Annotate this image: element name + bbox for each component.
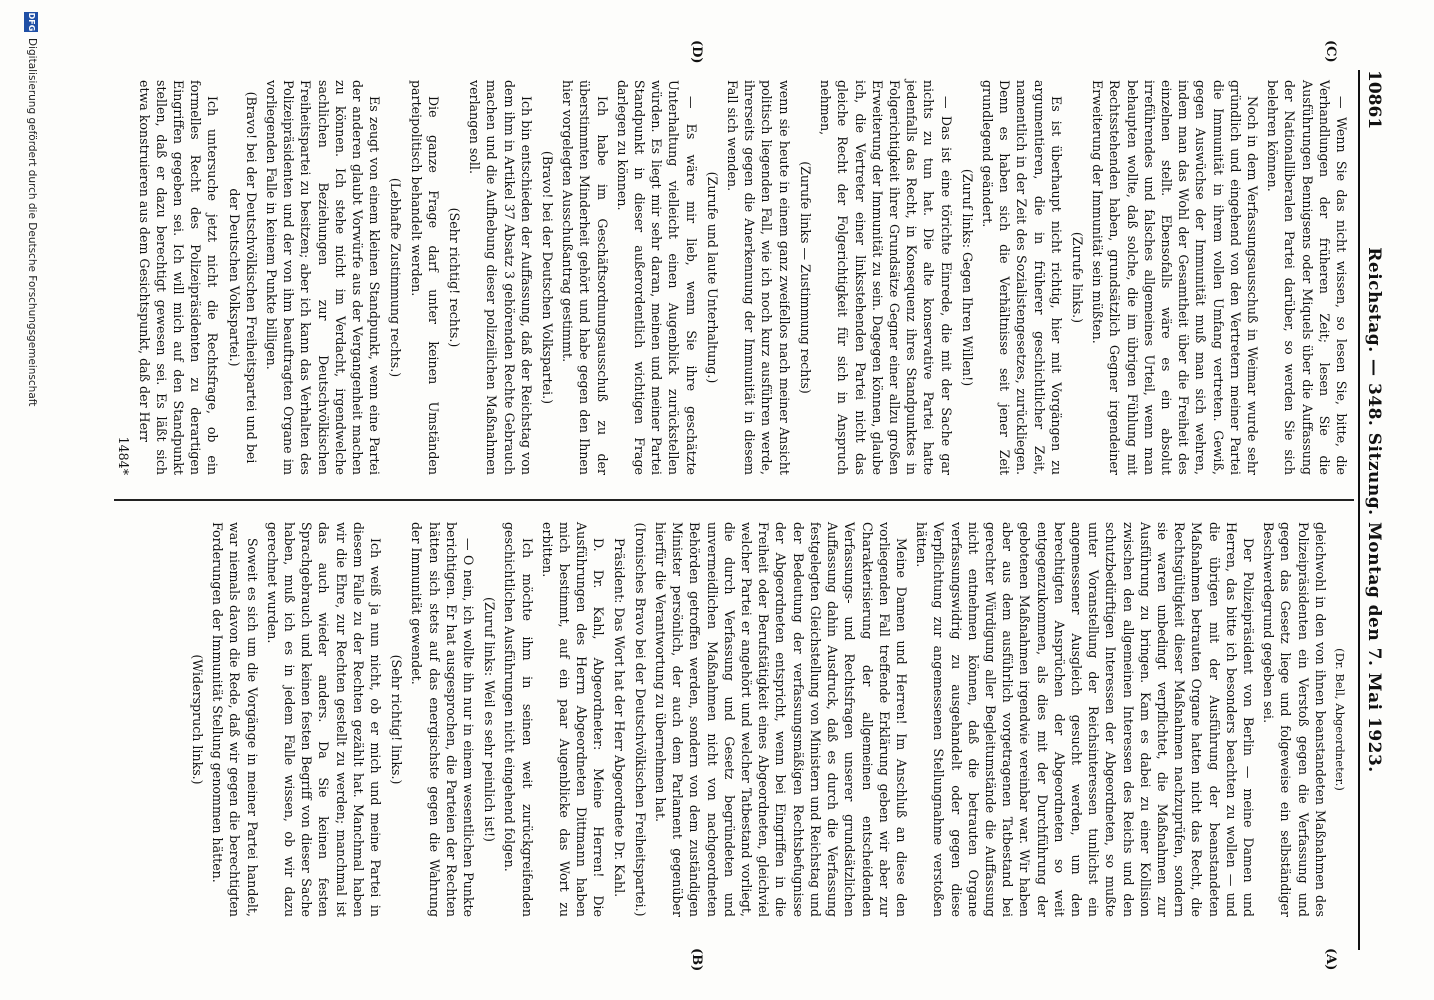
digitization-footer — [14, 0, 44, 1000]
margin-letter-c: (C) — [1323, 40, 1338, 63]
margin-letter-b: (B) — [689, 948, 704, 972]
paragraph: Präsident: Das Wort hat der Herr Abgeordnete Dr. Kahl. — [611, 538, 627, 898]
paragraph: Soweit es sich um die Vorgänge in meiner Partei handelt, war niemals davon die Rede, daß wir gegen die berechtigten Forderungen der Immunität Stellung genommen hätten. — [210, 522, 260, 917]
interjection: (Widerspruch links.) — [190, 654, 205, 785]
interjection: (Bravo! bei der Deutschen Volkspartei.) — [540, 150, 556, 405]
paragraph: — Es wäre mir lieb, wenn Sie ihre geschätzte Unterhaltung vielleicht einen Augenblick zurückstellen würden. Es liegt mir sehr daran, meinen und meiner Partei Standpunkt in dieser außerordentlich wichtigen Frage darlegen zu können. — [614, 80, 699, 475]
paragraph: — O nein, ich wollte ihn nur in einem wesentlichen Punkte berichtigen. Er hat ausgesprochen, die Parteien der Rechten hätten sich stets auf das energischste gegen die Wahrung der Immunität gewendet. — [409, 522, 477, 917]
paragraph: Ich weiß ja nun nicht, ob er mich und meine Partei in diesem Falle zu der Rechten gezählt hat. Manchmal haben wir die Ehre, zur Rechten gestellt zu werden; manchmal ist das auch wieder anders. Da Sie keinen festen Sprachgebrauch und keinen festen Begriff von dieser Sache haben, muß ich es in jedem Falle wissen, ob wir dazu gerechnet wurden. — [264, 522, 384, 917]
column-divider — [114, 499, 1354, 501]
funding-credit: Digitalisierung gefördert durch die Deutsche Forschungsgemeinschaft — [26, 38, 38, 407]
interjection: (Zurufe links.) — [1069, 231, 1085, 324]
paragraph: — Wenn Sie das nicht wissen, so lesen Sie, bitte, die Verhandlungen der früheren Zeit; lesen Sie die Ausführungen Bennigsens oder Miquels über die Auffassung der Nationalliberalen Partei darüber, so werden Sie sich belehren können. — [1265, 80, 1349, 475]
right-column — [185, 522, 1350, 917]
paragraph: Die ganze Frage darf unter keinen Umständen parteipolitisch behandelt werden. — [408, 80, 441, 475]
interjection: (Zuruf links: Gegen Ihren Willen!) — [959, 168, 975, 387]
page-header — [1358, 70, 1386, 950]
speaker-tag: (Dr. Bell, Abgeordneter.) — [1333, 648, 1347, 791]
paragraph: Ich untersuche jetzt nicht die Rechtsfrage, ob ein formelles Recht des Polizeipräsidenten zu derartigen Eingriffen gegeben sei. Ich will mich auf den Standpunkt stellen, daß er dazu berechtigt gewesen sei. Es läßt sich etwa konstruieren aus dem Gesichtspunkt, daß der Herr — [136, 80, 221, 475]
paragraph: D. Dr. Kahl, Abgeordneter: Meine Herren! Die Ausführungen des Herrn Abgeordneten Dittmann haben mich bestimmt, auf ein paar Augenblicke das Wort zu erbitten. — [539, 522, 607, 917]
paragraph: Es ist überhaupt nicht richtig, hier mit Vorgängen zu argumentieren, die in früherer geschichtlicher Zeit, namentlich in der Zeit des Sozialistengesetzes, zurückliegen. Denn es haben sich die Verhältnisse seit jener Zeit grundlegend geändert. — [979, 80, 1064, 475]
paragraph: — Das ist eine törichte Einrede, die mit der Sache gar nichts zu tun hat. Die alte konservative Partei hatte jedenfalls das Recht, in Konsequenz ihres Standpunktes in Folgerichtigkeit ihrer Grundsätze Gegner einer allzu großen Erweiterung der Immunität zu sein. Dagegen können, glaube ich, die Vertreter einer linksstehenden Partei nicht das gleiche Recht der Folgerichtigkeit für sich in Anspruch nehmen, — [818, 80, 954, 475]
paragraph: Noch in dem Verfassungsausschuß in Weimar wurde sehr gründlich und eingehend von den Vertretern meiner Partei die Immunität in ihrem vollen Umfang vertreten. Gewiß, gegen Auswüchse der Immunität muß man sich wehren, indem man das Wohl der Gesamtheit über die Freiheit des einzelnen stellt. Ebensofalls wäre es ein absolut irreführendes und falsches allgemeines Urteil, wenn man behaupten wollte, daß solche, die im übrigen Fühlung mit Rechtsstehenden haben, grundsätzlich Gegner irgendeiner Erweiterung der Immunität sein müßten. — [1090, 80, 1260, 475]
paragraph: Ich habe im Geschäftsordnungsausschuß zu der überstimmten Minderheit gehört und habe gegen den Ihnen hier vorgelegten Ausschußantrag gestimmt. — [560, 80, 610, 475]
paragraph: gleichwohl in den von ihnen beanstandeten Maßnahmen des Polizeipräsidenten ein Verstoß gegen die Verfassung und gegen das Gesetz liege und folgeweise ein selbständiger Beschwerdegrund gegeben sei. — [1261, 522, 1328, 917]
margin-letter-d: (D) — [689, 40, 704, 64]
paragraph: Meine Damen und Herren! Im Anschluß an diese den vorliegenden Fall treffende Erklärung geben wir aber zur Charakterisierung der allgemeinen entscheidenden Verfassungs- und Rechtsfragen unserer grundsätzlichen Auffassung dahin Ausdruck, daß es durch die Verfassung festgelegten Gleichstellung von Ministern und Reichstag und der Bedeutung der verfassungsmäßigen Rechtsbefugnisse der Abgeordneten entspricht, wenn bei Eingriffen in die Freiheit oder Berufstätigkeit eines Abgeordneten, gleichviel welcher Partei er angehört und welcher Tatbestand vorliegt, die durch Verfassung und Gesetz begründeten und unvermeidlichen Maßnahmen nicht von nachgeordneten Behörden getroffen werden, sondern von dem zuständigen Minister persönlich, der auch dem Parlament gegenüber hierfür die Verantwortung zu übernehmen hat. — [653, 522, 909, 917]
paragraph: Ich bin entschieden der Auffassung, daß der Reichstag von dem ihm in Artikel 37 Absatz 3 gehörenden Rechte Gebrauch machen und die Aufhebung dieser polizeilichen Maßnahmen verlangen soll. — [467, 80, 534, 475]
interjection: (Lebhafte Zustimmung rechts.) — [388, 177, 404, 378]
interjection: (Ironisches Bravo bei der Deutschvölkischen Freiheitspartei.) — [632, 522, 648, 917]
page-number: 10861 — [1364, 70, 1384, 130]
paragraph: wenn sie heute in einem ganz zweifellos nach meiner Ansicht politisch liegenden Fall, wie ich noch kurz ausführen werde, ihrerseits gegen die Anerkennung der Immunität in diesem Fall sich wenden. — [725, 80, 792, 475]
interjection: (Zuruf links: Weil es sehr peinlich ist!) — [482, 597, 498, 842]
interjection: (Bravo! bei der Deutschvölkischen Freiheitspartei und bei der Deutschen Volkspartei.) — [226, 91, 259, 464]
left-column — [112, 80, 1350, 475]
paragraph: Der Polizeipräsident von Berlin — meine Damen und Herren, das bitte ich besonders beachten zu wollen — und die übrigen mit der Ausführung der beanstandeten Maßnahmen betrauten Organe hatten nicht das Recht, die Rechtsgültigkeit dieser Maßnahmen nachzuprüfen, sondern sie waren unbedingt verpflichtet, die Maßnahmen zur Ausführung zu bringen. Kam es dabei zu einer Kollision zwischen den allgemeinen Interessen des Reichs und den schutzbedürftigen Interessen der Abgeordneten, so mußte unter Voranstellung der Reichsinteressen tunlichst ein angemessener Ausgleich gesucht werden, um den berechtigten Ansprüchen der Abgeordneten so weit entgegenzukommen, als dies mit der Durchführung der gebotenen Maßnahmen irgendwie vereinbar war. Wir haben aber aus dem ausführlich vorgetragenen Tatbestand bei gerechter Würdigung aller Begleitumstände die Auffassung nicht entnehmen können, daß die betrauten Organe verfassungswidrig zu ausgehandelt oder gegen diese Verpflichtung zur angemessenen Stellungnahme verstoßen hätten. — [914, 522, 1256, 917]
running-title: Reichstag. — 348. Sitzung. Montag den 7. Mai 1923. — [1364, 247, 1384, 773]
interjection: (Sehr richtig! links.) — [389, 654, 405, 785]
paragraph: Ich möchte ihm in seinen weit zurückgreifenden geschichtlichen Ausführungen nicht eingehend folgen. — [502, 522, 535, 917]
paragraph: Es zeugt von einem kleinen Standpunkt, wenn eine Partei der anderen glaubt Vorwürfe aus der Vergangenheit machen zu können. Ich stehe nicht im Verdacht, irgendwelche sachlichen Beziehungen zur Deutschvölkischen Freiheitspartei zu besitzen; aber ich kann das Verhalten des Polizeipräsidenten und der von ihm beauftragten Organe im vorliegenden Falle in keinem Punkte billigen. — [264, 80, 383, 475]
interjection: (Sehr richtig! rechts.) — [447, 207, 463, 348]
signature-mark: 1484* — [116, 436, 132, 475]
interjection: (Zurufe links — Zustimmung rechts) — [797, 161, 813, 394]
interjection: (Zurufe und laute Unterhaltung.) — [704, 171, 720, 384]
margin-letter-a: (A) — [1323, 948, 1338, 971]
dfg-logo: DFG — [24, 12, 38, 32]
